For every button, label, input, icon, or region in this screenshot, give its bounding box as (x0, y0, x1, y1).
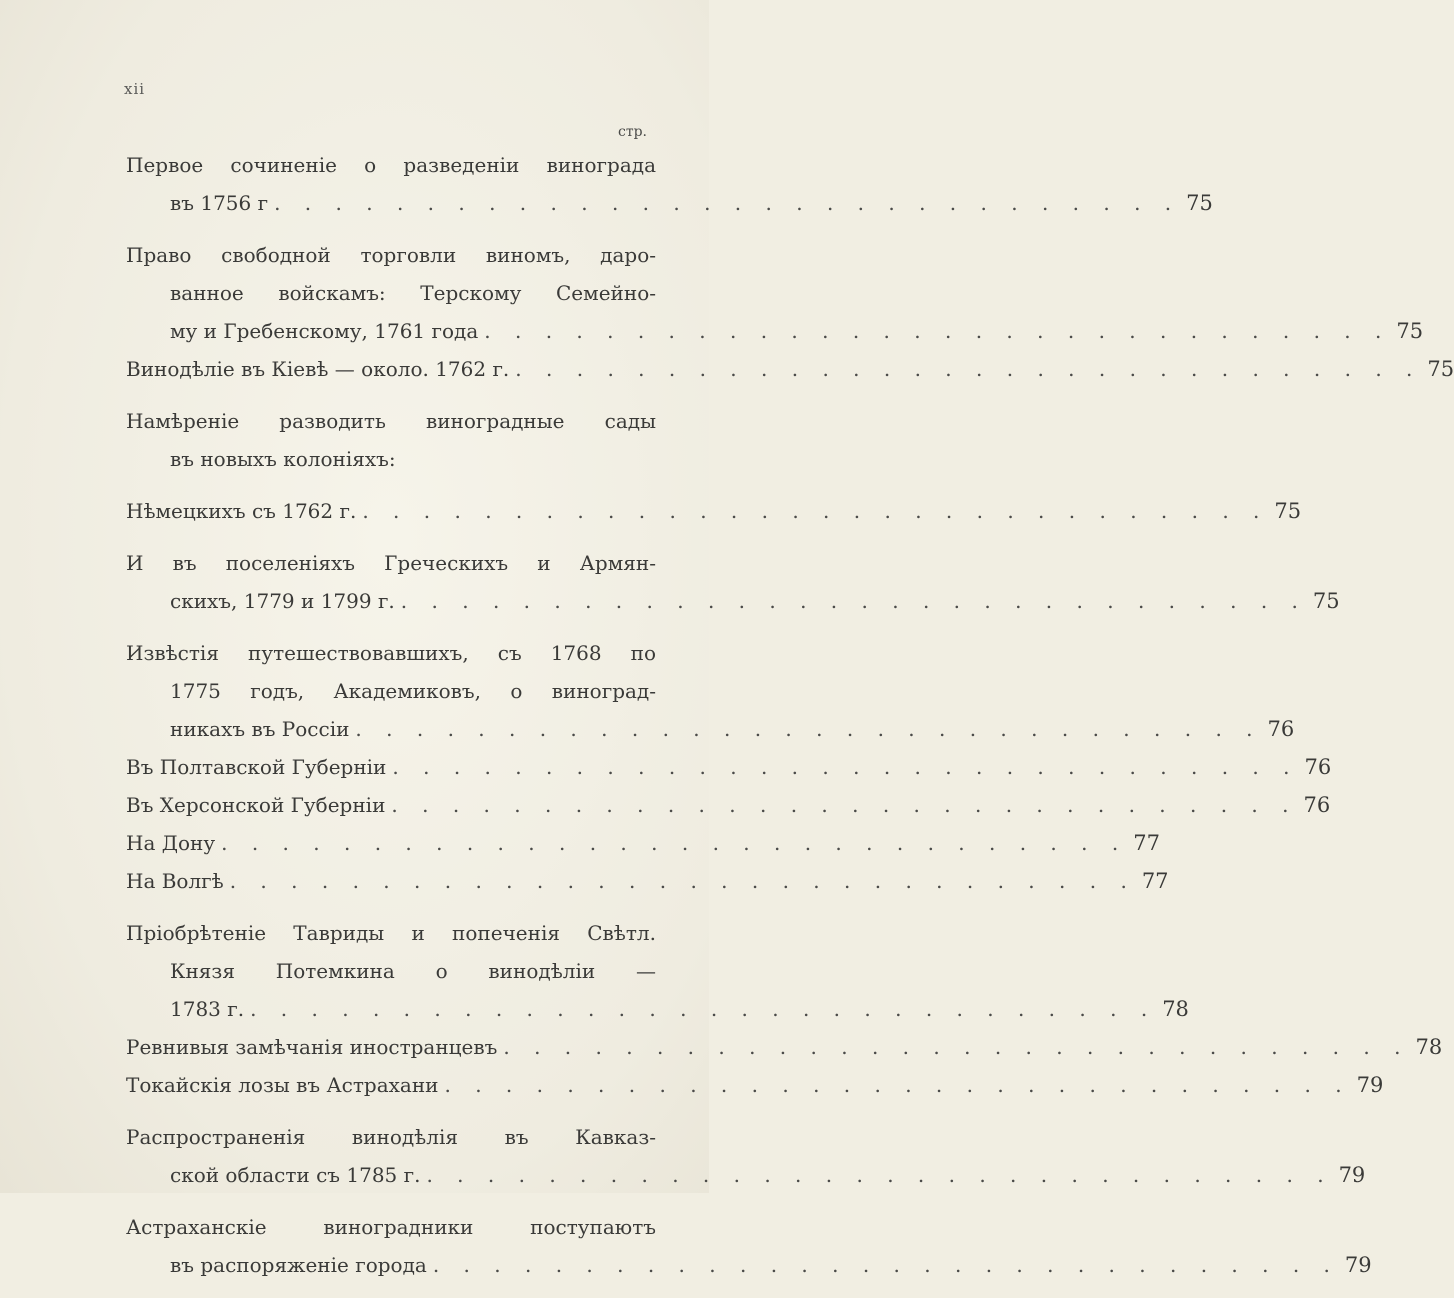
toc-entry-line: Право свободной торговли виномъ, даро- (126, 243, 656, 267)
toc-page-number: 75 (1312, 589, 1340, 613)
toc-entry (126, 1118, 1366, 1194)
toc-entry-text: му и Гребенскому, 1761 года (170, 319, 479, 343)
dot-leader: . . . . . . . . . . . . . . . . . . . . . . . . . . . . . . (362, 499, 1269, 523)
toc-page-number: 77 (1133, 831, 1160, 855)
toc-entry (126, 544, 1340, 620)
toc-entry (126, 402, 656, 478)
toc-entry-line: Распространенія винодѣлія въ Кавказ- (126, 1125, 656, 1149)
dot-leader: . . . . . . . . . . . . . . . . . . . . . . . . . . . . . . (229, 869, 1136, 893)
dot-leader: . . . . . . . . . . . . . . . . . . . . . . . . . . . . . . (221, 831, 1128, 855)
toc-entry-text: Ревнивыя замѣчанія иностранцевъ (126, 1035, 498, 1059)
toc-entry (126, 146, 1213, 222)
toc-entry-line (126, 1246, 1372, 1284)
toc-entry-line (126, 184, 1213, 222)
toc-page-number: 76 (1303, 793, 1331, 817)
table-of-contents (126, 146, 1454, 1298)
toc-entry-text: На Дону (126, 831, 216, 855)
dot-leader: . . . . . . . . . . . . . . . . . . . . . . . . . . . . . . (432, 1253, 1339, 1277)
dot-leader: . . . . . . . . . . . . . . . . . . . . . . . . . . . . . . (274, 191, 1181, 215)
toc-entry-text: Нѣмецкихъ съ 1762 г. (126, 499, 357, 523)
toc-entry-text: На Волгѣ (126, 869, 224, 893)
toc-entry-text: въ распоряженіе города (170, 1253, 427, 1277)
toc-entry-text: 1783 г. (170, 997, 245, 1021)
toc-entry-line: Князя Потемкина о винодѣліи — (170, 959, 656, 983)
toc-page-number: 75 (1186, 191, 1213, 215)
toc-entry-line: И въ поселеніяхъ Греческихъ и Армян- (126, 551, 656, 575)
page-folio: xii (124, 80, 146, 98)
dot-leader: . . . . . . . . . . . . . . . . . . . . . . . . . . . . . . (515, 357, 1422, 381)
toc-entry-line (126, 1066, 1384, 1104)
toc-entry (126, 748, 1332, 786)
toc-entry-line (126, 440, 656, 478)
toc-entry (126, 1208, 1372, 1284)
toc-entry-text: Въ Полтавской Губерніи (126, 755, 387, 779)
toc-entry-line: Пріобрѣтеніе Тавриды и попеченія Свѣтл. (126, 921, 656, 945)
toc-entry-line (126, 990, 1189, 1028)
toc-entry-line (126, 710, 1295, 748)
toc-entry-line: 1775 годъ, Академиковъ, о виноград- (170, 679, 656, 703)
toc-page-number: 79 (1356, 1073, 1384, 1097)
toc-page-number: 78 (1162, 997, 1189, 1021)
toc-entry (126, 786, 1331, 824)
dot-leader: . . . . . . . . . . . . . . . . . . . . . . . . . . . . . . (392, 755, 1299, 779)
toc-entry-line: Намѣреніе разводить виноградные сады (126, 409, 656, 433)
toc-entry (126, 236, 1424, 350)
toc-entry-line (126, 862, 1169, 900)
toc-entry-line (126, 824, 1160, 862)
toc-page-number: 76 (1267, 717, 1295, 741)
toc-entry-line (126, 582, 1340, 620)
toc-entry-text: въ новыхъ колоніяхъ: (170, 447, 396, 471)
dot-leader: . . . . . . . . . . . . . . . . . . . . . . . . . . . . . . (484, 319, 1391, 343)
dot-leader: . . . . . . . . . . . . . . . . . . . . . . . . . . . . . . (426, 1163, 1333, 1187)
toc-page-number: 76 (1304, 755, 1332, 779)
toc-entry (126, 824, 1160, 862)
toc-page-number: 79 (1344, 1253, 1372, 1277)
toc-entry-line (126, 1156, 1366, 1194)
toc-entry (126, 914, 1189, 1028)
toc-entry (126, 492, 1302, 530)
toc-entry-line: Астраханскіе виноградники поступаютъ (126, 1215, 656, 1239)
toc-entry-line: Извѣстія путешествовавшихъ, съ 1768 по (126, 641, 656, 665)
toc-page-number: 77 (1141, 869, 1169, 893)
toc-entry (126, 634, 1295, 748)
toc-entry-line (126, 350, 1454, 388)
page-column-header: стр. (618, 124, 647, 140)
toc-entry-text: Въ Херсонской Губерніи (126, 793, 386, 817)
toc-entry (126, 862, 1169, 900)
toc-page-number: 78 (1415, 1035, 1443, 1059)
dot-leader: . . . . . . . . . . . . . . . . . . . . . . . . . . . . . . (355, 717, 1262, 741)
toc-entry-line: ванное войскамъ: Терскому Семейно- (170, 281, 656, 305)
toc-entry (126, 1066, 1384, 1104)
toc-entry-text: ской области съ 1785 г. (170, 1163, 421, 1187)
toc-entry-line (126, 492, 1302, 530)
dot-leader: . . . . . . . . . . . . . . . . . . . . . . . . . . . . . . (250, 997, 1157, 1021)
dot-leader: . . . . . . . . . . . . . . . . . . . . . . . . . . . . . . (400, 589, 1307, 613)
toc-entry-line: Первое сочиненіе о разведеніи винограда (126, 153, 656, 177)
toc-entry-line (126, 748, 1332, 786)
toc-page-number: 75 (1396, 319, 1424, 343)
toc-page-number: 75 (1274, 499, 1302, 523)
toc-entry-text: никахъ въ Россіи (170, 717, 350, 741)
toc-entry-line (126, 786, 1331, 824)
toc-entry-text: въ 1756 г (170, 191, 269, 215)
toc-entry-text: скихъ, 1779 и 1799 г. (170, 589, 395, 613)
toc-page-number: 79 (1338, 1163, 1366, 1187)
toc-entry-line (126, 1028, 1443, 1066)
dot-leader: . . . . . . . . . . . . . . . . . . . . . . . . . . . . . . (391, 793, 1298, 817)
toc-entry (126, 1028, 1443, 1066)
toc-entry-line (126, 312, 1424, 350)
toc-entry-text: Токайскія лозы въ Астрахани (126, 1073, 439, 1097)
toc-entry (126, 350, 1454, 388)
toc-entry-text: Винодѣліе въ Кіевѣ — около. 1762 г. (126, 357, 510, 381)
toc-page-number: 75 (1427, 357, 1454, 381)
dot-leader: . . . . . . . . . . . . . . . . . . . . . . . . . . . . . . (444, 1073, 1351, 1097)
dot-leader: . . . . . . . . . . . . . . . . . . . . . . . . . . . . . . (503, 1035, 1410, 1059)
